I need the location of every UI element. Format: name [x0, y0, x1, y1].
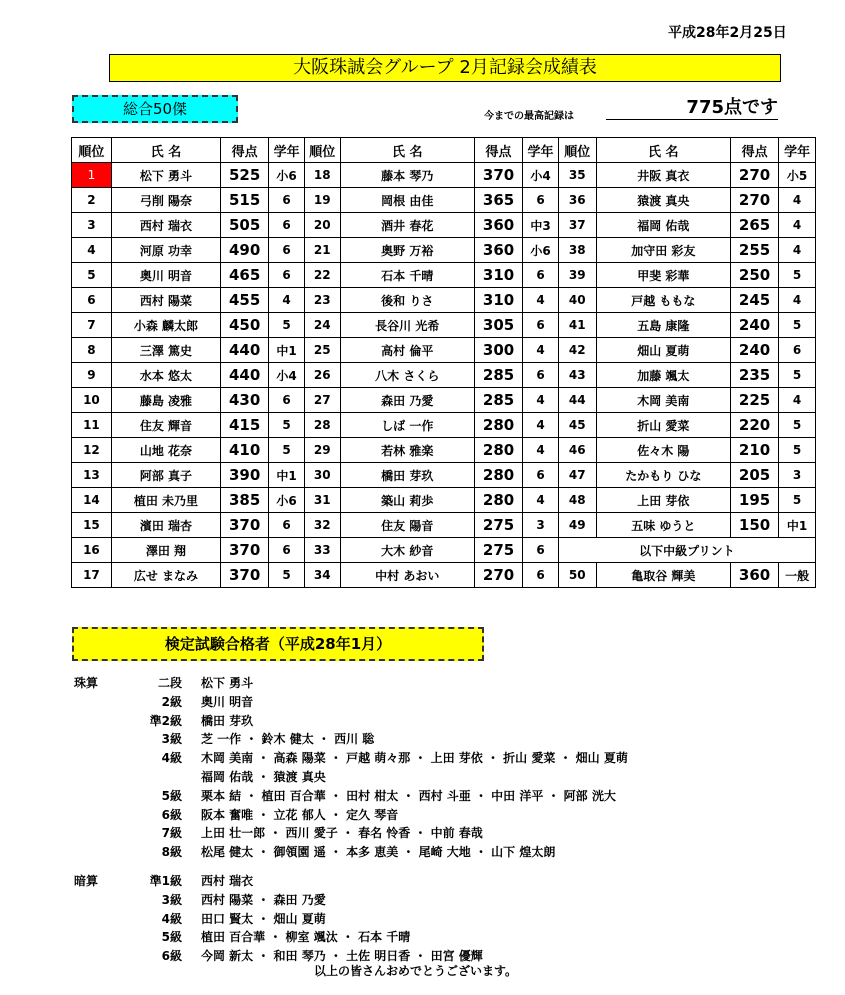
- cell-grade: 5: [779, 438, 816, 463]
- cell-name: 住友 輝音: [111, 413, 220, 438]
- certification-grade: 3級: [161, 732, 182, 747]
- cell-grade: 小4: [269, 363, 305, 388]
- cell-name: 酒井 春花: [340, 213, 474, 238]
- cell-score: 255: [730, 238, 778, 263]
- cell-rank: 10: [72, 388, 112, 413]
- cell-name: 上田 芽依: [596, 488, 730, 513]
- cell-score: 310: [474, 263, 522, 288]
- cell-name: 奥野 万裕: [340, 238, 474, 263]
- cell-score: 525: [221, 163, 269, 188]
- certification-grade: 4級: [161, 911, 182, 926]
- table-row: [72, 213, 816, 238]
- cell-name: 猿渡 真央: [596, 188, 730, 213]
- cell-name: 長谷川 光希: [340, 313, 474, 338]
- cell-rank: 13: [72, 463, 112, 488]
- cell-grade: 中1: [269, 463, 305, 488]
- cell-name: 橋田 芽玖: [340, 463, 474, 488]
- cell-grade: 小6: [523, 238, 559, 263]
- table-row: [72, 463, 816, 488]
- certification-names: 西村 瑞衣: [201, 873, 254, 888]
- cell-rank: 37: [558, 213, 596, 238]
- cell-grade: 5: [779, 413, 816, 438]
- cell-name: 加藤 颯太: [596, 363, 730, 388]
- cell-rank: 30: [304, 463, 340, 488]
- cell-rank: 48: [558, 488, 596, 513]
- cell-name: 後和 りさ: [340, 288, 474, 313]
- certification-names: 木岡 美南 ・ 高森 陽菜 ・ 戸越 萌々那 ・ 上田 芽依 ・ 折山 愛菜 ・ 畑山 夏萌: [201, 751, 628, 766]
- cell-name: 井阪 真衣: [596, 163, 730, 188]
- certification-row: [74, 928, 794, 947]
- cell-grade: 5: [779, 263, 816, 288]
- cell-name: 広せ まなみ: [111, 563, 220, 588]
- cell-score: 455: [221, 288, 269, 313]
- header-rank: 順位: [304, 138, 340, 163]
- cell-score: 430: [221, 388, 269, 413]
- cell-score: 360: [474, 213, 522, 238]
- certification-grade: 5級: [161, 788, 182, 803]
- cell-rank: 44: [558, 388, 596, 413]
- cell-grade: 5: [269, 438, 305, 463]
- cell-name: 植田 未乃里: [111, 488, 220, 513]
- certification-names: 福岡 佑哉 ・ 猿渡 真央: [201, 769, 326, 784]
- cell-score: 240: [730, 313, 778, 338]
- cell-name: 戸越 ももな: [596, 288, 730, 313]
- certification-row: [74, 730, 794, 749]
- cell-grade: 6: [269, 213, 305, 238]
- certification-names: 栗本 結 ・ 植田 百合華 ・ 田村 柑太 ・ 西村 斗亜 ・ 中田 洋平 ・ 阿部 洸大: [201, 788, 616, 803]
- cell-score: 285: [474, 388, 522, 413]
- cell-score: 505: [221, 213, 269, 238]
- cell-grade: 小6: [269, 488, 305, 513]
- cell-grade: 6: [269, 263, 305, 288]
- cell-name: 山地 花奈: [111, 438, 220, 463]
- certification-row: [74, 843, 794, 862]
- cell-score: 270: [730, 188, 778, 213]
- header-rank: 順位: [72, 138, 112, 163]
- cell-name: 小森 麟太郎: [111, 313, 220, 338]
- cell-grade: 3: [779, 463, 816, 488]
- cell-name: 八木 さくら: [340, 363, 474, 388]
- certification-row: [74, 749, 794, 768]
- cell-score: 235: [730, 363, 778, 388]
- table-row: [72, 513, 816, 538]
- cell-name: 濱田 瑞杏: [111, 513, 220, 538]
- table-row: [72, 413, 816, 438]
- certification-grade: 6級: [161, 807, 182, 822]
- cell-name: 甲斐 彩華: [596, 263, 730, 288]
- cell-grade: 6: [269, 513, 305, 538]
- certification-row: [74, 806, 794, 825]
- certification-row: [74, 674, 794, 693]
- cell-rank: 43: [558, 363, 596, 388]
- cell-rank: 45: [558, 413, 596, 438]
- certification-grade: 準2級: [149, 713, 182, 728]
- table-row: [72, 338, 816, 363]
- cell-grade: 4: [779, 213, 816, 238]
- certification-names: 芝 一作 ・ 鈴木 健太 ・ 西川 聡: [201, 732, 375, 747]
- table-row: [72, 363, 816, 388]
- certification-grade: 2級: [161, 694, 182, 709]
- cell-rank: 34: [304, 563, 340, 588]
- cell-name: 石本 千晴: [340, 263, 474, 288]
- cell-score: 275: [474, 538, 522, 563]
- cell-rank: 32: [304, 513, 340, 538]
- cell-grade: 6: [269, 188, 305, 213]
- cell-grade: 4: [523, 388, 559, 413]
- print-note: 以下中級プリント: [558, 538, 815, 563]
- cell-score: 390: [221, 463, 269, 488]
- certification-list: [74, 674, 794, 966]
- cell-rank: 3: [72, 213, 112, 238]
- cell-rank: 14: [72, 488, 112, 513]
- cell-rank: 41: [558, 313, 596, 338]
- table-row: [72, 163, 816, 188]
- cell-rank: 42: [558, 338, 596, 363]
- cell-score: 265: [730, 213, 778, 238]
- header-name: 氏 名: [111, 138, 220, 163]
- cell-rank: 7: [72, 313, 112, 338]
- record-value: 775点です: [606, 97, 778, 120]
- cell-name: 岡根 由佳: [340, 188, 474, 213]
- cell-rank: 20: [304, 213, 340, 238]
- congrats-footer: 以上の皆さんおめでとうございます。: [314, 964, 518, 978]
- cell-score: 370: [221, 513, 269, 538]
- certification-row: [74, 693, 794, 712]
- cell-score: 150: [730, 513, 778, 538]
- certification-names: 西村 陽菜 ・ 森田 乃愛: [201, 892, 326, 907]
- cell-rank: 5: [72, 263, 112, 288]
- table-row: [72, 388, 816, 413]
- table-row: [72, 238, 816, 263]
- cell-name: 阿部 真子: [111, 463, 220, 488]
- cell-name: 築山 莉歩: [340, 488, 474, 513]
- cell-rank: 18: [304, 163, 340, 188]
- cell-score: 440: [221, 338, 269, 363]
- certification-grade: 7級: [161, 826, 182, 841]
- table-row: [72, 563, 816, 588]
- cell-rank: 9: [72, 363, 112, 388]
- table-row: [72, 438, 816, 463]
- certification-grade: 3級: [161, 892, 182, 907]
- cell-grade: 4: [523, 488, 559, 513]
- cell-grade: 6: [269, 538, 305, 563]
- cell-grade: 6: [779, 338, 816, 363]
- cell-score: 360: [474, 238, 522, 263]
- cell-rank: 39: [558, 263, 596, 288]
- cell-score: 300: [474, 338, 522, 363]
- cell-grade: 5: [269, 413, 305, 438]
- certification-grade: 8級: [161, 845, 182, 860]
- cell-grade: 5: [269, 563, 305, 588]
- header-score: 得点: [730, 138, 778, 163]
- header-grade: 学年: [269, 138, 305, 163]
- cell-score: 280: [474, 413, 522, 438]
- certification-row: [74, 712, 794, 731]
- cell-grade: 4: [523, 438, 559, 463]
- cell-rank: 50: [558, 563, 596, 588]
- cell-rank: 31: [304, 488, 340, 513]
- cell-grade: 4: [269, 288, 305, 313]
- certification-names: 今岡 新太 ・ 和田 琴乃 ・ 土佐 明日香 ・ 田宮 優輝: [201, 949, 483, 964]
- cell-name: 木岡 美南: [596, 388, 730, 413]
- cell-name: 五味 ゆうと: [596, 513, 730, 538]
- cell-grade: 6: [269, 388, 305, 413]
- cell-score: 385: [221, 488, 269, 513]
- cell-rank: 12: [72, 438, 112, 463]
- cell-rank: 6: [72, 288, 112, 313]
- cell-grade: 中1: [269, 338, 305, 363]
- cell-grade: 5: [269, 313, 305, 338]
- cell-score: 275: [474, 513, 522, 538]
- certification-row: [74, 768, 794, 787]
- cell-name: 弓削 陽奈: [111, 188, 220, 213]
- table-row: [72, 538, 816, 563]
- cell-name: 福岡 佑哉: [596, 213, 730, 238]
- cell-rank: 16: [72, 538, 112, 563]
- header-score: 得点: [221, 138, 269, 163]
- cell-grade: 小4: [523, 163, 559, 188]
- cell-score: 250: [730, 263, 778, 288]
- cell-rank: 15: [72, 513, 112, 538]
- cell-grade: 6: [523, 188, 559, 213]
- cell-name: たかもり ひな: [596, 463, 730, 488]
- cell-rank: 8: [72, 338, 112, 363]
- cell-name: 藤島 凌雅: [111, 388, 220, 413]
- cell-rank: 1: [72, 163, 112, 188]
- cell-rank: 27: [304, 388, 340, 413]
- cell-score: 280: [474, 463, 522, 488]
- cell-score: 270: [474, 563, 522, 588]
- cell-name: 住友 陽音: [340, 513, 474, 538]
- cell-rank: 29: [304, 438, 340, 463]
- cell-grade: 6: [523, 263, 559, 288]
- header-rank: 順位: [558, 138, 596, 163]
- certification-grade: 4級: [161, 751, 182, 766]
- certification-names: 奥川 明音: [201, 694, 254, 709]
- cell-score: 370: [221, 538, 269, 563]
- certification-row: [74, 910, 794, 929]
- header-grade: 学年: [779, 138, 816, 163]
- cell-score: 440: [221, 363, 269, 388]
- cell-rank: 47: [558, 463, 596, 488]
- cell-grade: 3: [523, 513, 559, 538]
- certification-row: [74, 891, 794, 910]
- cell-rank: 25: [304, 338, 340, 363]
- certification-names: 橋田 芽玖: [201, 713, 254, 728]
- certification-grade: 6級: [161, 949, 182, 964]
- certification-row: [74, 824, 794, 843]
- cell-score: 220: [730, 413, 778, 438]
- cell-rank: 35: [558, 163, 596, 188]
- cell-name: 亀取谷 輝美: [596, 563, 730, 588]
- cell-grade: 5: [779, 363, 816, 388]
- cell-score: 245: [730, 288, 778, 313]
- cell-rank: 33: [304, 538, 340, 563]
- cell-rank: 22: [304, 263, 340, 288]
- table-row: [72, 288, 816, 313]
- cell-rank: 49: [558, 513, 596, 538]
- cell-score: 450: [221, 313, 269, 338]
- cell-grade: 中1: [779, 513, 816, 538]
- cell-name: 澤田 翔: [111, 538, 220, 563]
- certification-category: 珠算: [74, 676, 99, 690]
- certification-names: 田口 賢太 ・ 畑山 夏萌: [201, 911, 326, 926]
- results-table: [71, 137, 816, 588]
- cell-score: 305: [474, 313, 522, 338]
- cell-grade: 4: [523, 288, 559, 313]
- certification-names: 植田 百合華 ・ 柳室 颯汰 ・ 石本 千晴: [201, 930, 411, 945]
- certification-names: 松尾 健太 ・ 御領園 遥 ・ 本多 恵美 ・ 尾崎 大地 ・ 山下 煌太朗: [201, 845, 556, 860]
- cell-grade: 4: [779, 288, 816, 313]
- cell-grade: 4: [523, 413, 559, 438]
- cell-name: 加守田 彩友: [596, 238, 730, 263]
- cell-grade: 6: [523, 313, 559, 338]
- cell-name: 五島 康隆: [596, 313, 730, 338]
- cell-grade: 6: [523, 463, 559, 488]
- cell-name: 若林 雅楽: [340, 438, 474, 463]
- cell-name: 河原 功幸: [111, 238, 220, 263]
- certification-grade: 準1級: [149, 873, 182, 888]
- report-title: 大阪珠誠会グループ 2月記録会成績表: [109, 54, 781, 82]
- cell-grade: 6: [269, 238, 305, 263]
- cell-rank: 36: [558, 188, 596, 213]
- cell-score: 280: [474, 438, 522, 463]
- cell-name: 西村 陽菜: [111, 288, 220, 313]
- header-score: 得点: [474, 138, 522, 163]
- cell-name: しば 一作: [340, 413, 474, 438]
- cell-grade: 4: [779, 188, 816, 213]
- cell-rank: 2: [72, 188, 112, 213]
- cell-score: 410: [221, 438, 269, 463]
- cell-rank: 21: [304, 238, 340, 263]
- cell-rank: 28: [304, 413, 340, 438]
- table-row: [72, 263, 816, 288]
- certification-names: 上田 壮一郎 ・ 西川 愛子 ・ 春名 怜香 ・ 中前 春哉: [201, 826, 483, 841]
- cell-name: 森田 乃愛: [340, 388, 474, 413]
- cell-rank: 24: [304, 313, 340, 338]
- certification-names: 阪本 奮唯 ・ 立花 郁人 ・ 定久 琴音: [201, 807, 399, 822]
- cell-score: 360: [730, 563, 778, 588]
- report-date: 平成28年2月25日: [668, 25, 787, 41]
- cell-grade: 5: [779, 313, 816, 338]
- cell-name: 西村 瑞衣: [111, 213, 220, 238]
- header-grade: 学年: [523, 138, 559, 163]
- cell-grade: 4: [779, 388, 816, 413]
- cell-score: 225: [730, 388, 778, 413]
- cell-grade: 4: [523, 338, 559, 363]
- certification-category: 暗算: [74, 873, 99, 888]
- cell-grade: 6: [523, 538, 559, 563]
- cell-score: 285: [474, 363, 522, 388]
- cell-grade: 6: [523, 563, 559, 588]
- cell-score: 210: [730, 438, 778, 463]
- cell-score: 515: [221, 188, 269, 213]
- certification-row: [74, 872, 794, 891]
- header-row: [72, 138, 816, 163]
- cell-score: 365: [474, 188, 522, 213]
- cell-score: 415: [221, 413, 269, 438]
- cell-name: 水本 悠太: [111, 363, 220, 388]
- cell-name: 大木 紗音: [340, 538, 474, 563]
- cell-grade: 中3: [523, 213, 559, 238]
- cell-name: 畑山 夏萌: [596, 338, 730, 363]
- cell-name: 高村 倫平: [340, 338, 474, 363]
- cell-score: 370: [474, 163, 522, 188]
- cell-score: 280: [474, 488, 522, 513]
- cell-grade: 小6: [269, 163, 305, 188]
- cell-rank: 23: [304, 288, 340, 313]
- cell-rank: 40: [558, 288, 596, 313]
- cell-rank: 46: [558, 438, 596, 463]
- cell-name: 松下 勇斗: [111, 163, 220, 188]
- section-gap: [74, 862, 794, 872]
- cell-score: 195: [730, 488, 778, 513]
- cell-rank: 19: [304, 188, 340, 213]
- header-name: 氏 名: [596, 138, 730, 163]
- cell-rank: 11: [72, 413, 112, 438]
- cell-grade: 4: [779, 238, 816, 263]
- table-row: [72, 313, 816, 338]
- cell-score: 240: [730, 338, 778, 363]
- cell-name: 奥川 明音: [111, 263, 220, 288]
- cell-name: 藤本 琴乃: [340, 163, 474, 188]
- cell-score: 205: [730, 463, 778, 488]
- table-row: [72, 188, 816, 213]
- table-row: [72, 488, 816, 513]
- overall-top50-label: 総合50傑: [72, 95, 238, 123]
- certification-title: 検定試験合格者（平成28年1月）: [72, 627, 484, 661]
- certification-names: 松下 勇斗: [201, 676, 254, 690]
- cell-rank: 17: [72, 563, 112, 588]
- cell-score: 310: [474, 288, 522, 313]
- cell-name: 三澤 篤史: [111, 338, 220, 363]
- header-name: 氏 名: [340, 138, 474, 163]
- cell-score: 490: [221, 238, 269, 263]
- cell-rank: 4: [72, 238, 112, 263]
- cell-score: 465: [221, 263, 269, 288]
- certification-row: [74, 787, 794, 806]
- results-body: [72, 163, 816, 588]
- cell-grade: 一般: [779, 563, 816, 588]
- cell-score: 370: [221, 563, 269, 588]
- cell-rank: 38: [558, 238, 596, 263]
- cell-grade: 6: [523, 363, 559, 388]
- cell-name: 中村 あおい: [340, 563, 474, 588]
- cell-score: 270: [730, 163, 778, 188]
- certification-grade: 二段: [157, 676, 182, 690]
- certification-grade: 5級: [161, 930, 182, 945]
- cell-name: 佐々木 陽: [596, 438, 730, 463]
- cell-rank: 26: [304, 363, 340, 388]
- cell-name: 折山 愛菜: [596, 413, 730, 438]
- cell-grade: 5: [779, 488, 816, 513]
- record-label: 今までの最高記録は: [484, 111, 574, 122]
- cell-grade: 小5: [779, 163, 816, 188]
